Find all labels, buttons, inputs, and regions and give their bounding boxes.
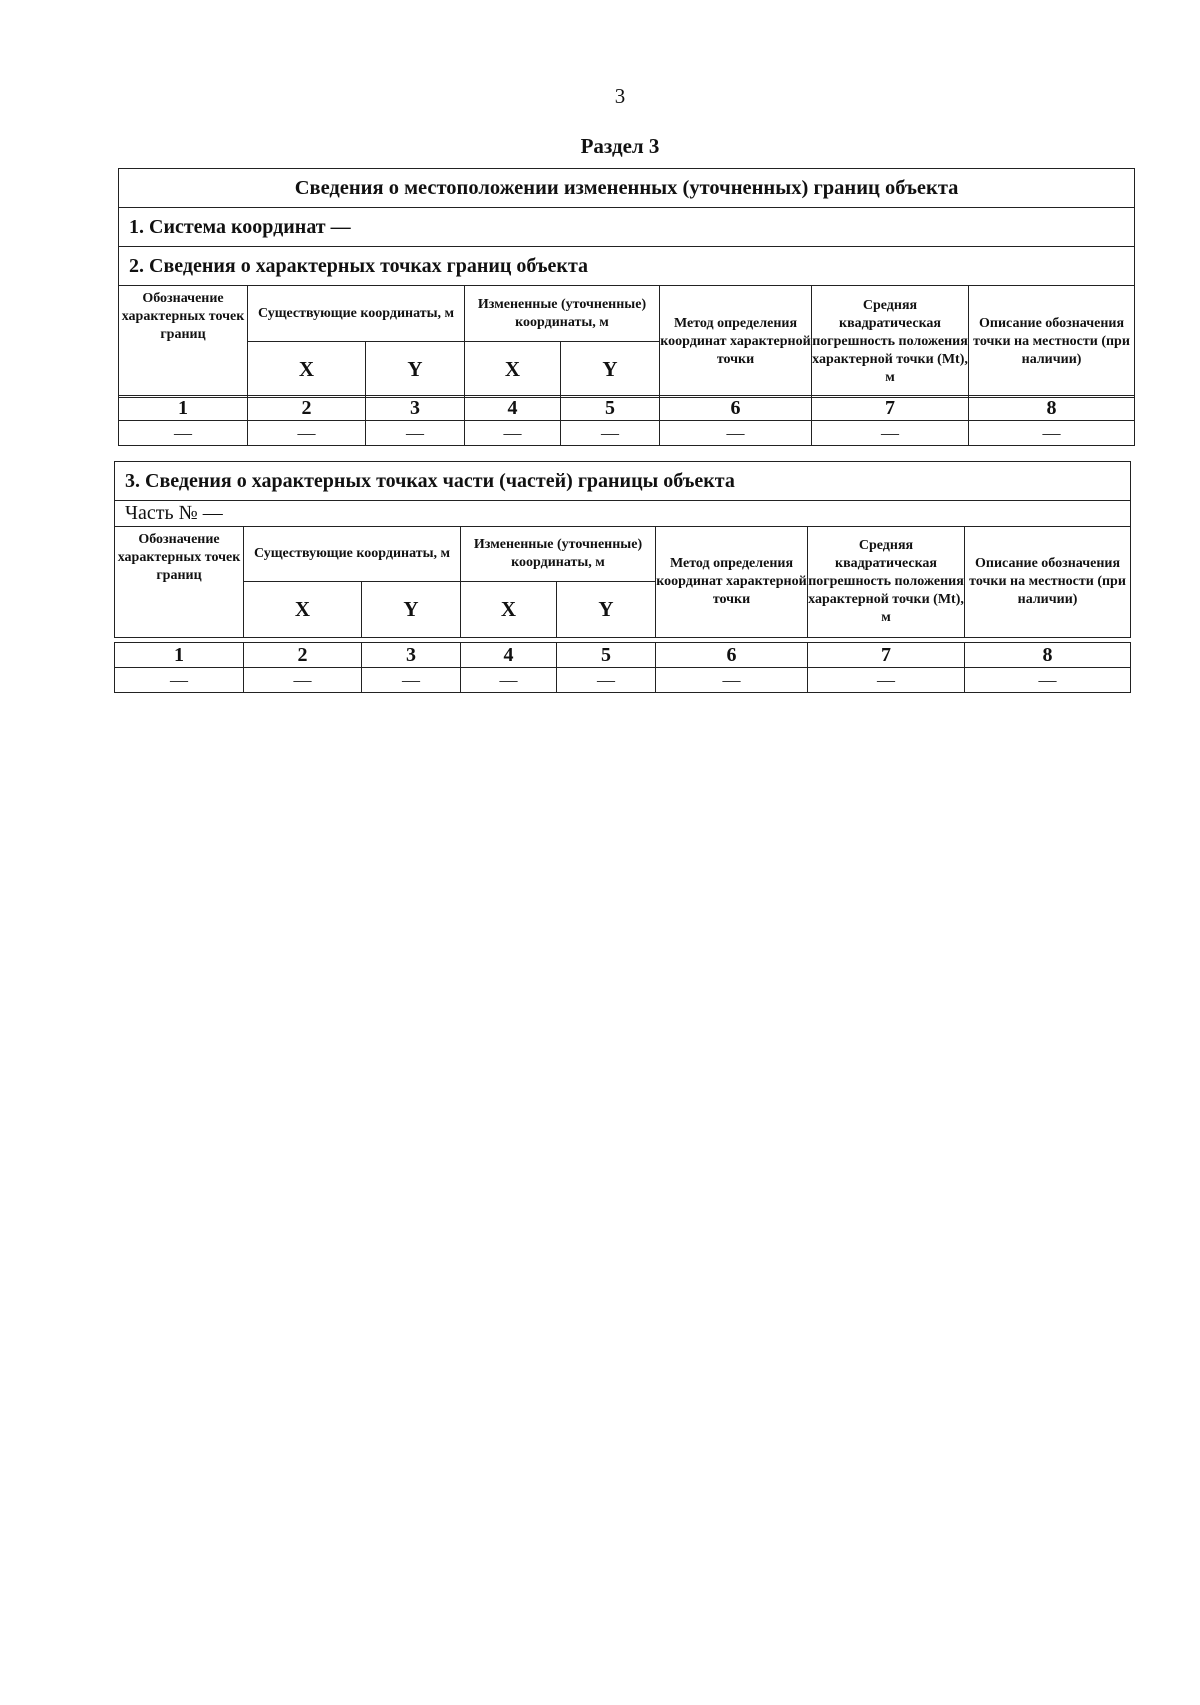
boundary-points-values <box>118 395 1135 446</box>
table-cell: — <box>366 421 465 446</box>
table-cell: — <box>244 668 362 693</box>
column-number: 1 <box>119 396 248 421</box>
part-points-heading: 3. Сведения о характерных точках части (частей) границы объекта <box>115 462 1131 501</box>
col-description: Описание обозначения точки на местности (при наличии) <box>965 527 1131 638</box>
table-cell: — <box>969 421 1135 446</box>
column-number: 1 <box>115 643 244 668</box>
boundary-points-table <box>118 168 1135 398</box>
column-number: 5 <box>557 643 656 668</box>
col-changed: Измененные (уточненные) координаты, м <box>461 527 656 582</box>
col-changed-x: X <box>465 342 561 398</box>
column-number: 6 <box>660 396 812 421</box>
table-cell: — <box>248 421 366 446</box>
col-designation: Обозначение характерных точек границ <box>115 527 244 638</box>
coordinate-system: 1. Система координат — <box>119 208 1135 247</box>
col-existing: Существующие координаты, м <box>244 527 461 582</box>
table-cell: — <box>119 421 248 446</box>
column-number: 7 <box>812 396 969 421</box>
column-number: 4 <box>465 396 561 421</box>
column-number: 4 <box>461 643 557 668</box>
column-number: 8 <box>969 396 1135 421</box>
col-existing: Существующие координаты, м <box>248 286 465 342</box>
column-number: 3 <box>362 643 461 668</box>
table-cell: — <box>965 668 1131 693</box>
column-number: 7 <box>808 643 965 668</box>
col-changed: Измененные (уточненные) координаты, м <box>465 286 660 342</box>
table-cell: — <box>812 421 969 446</box>
column-number: 2 <box>244 643 362 668</box>
page-number: 3 <box>614 84 626 108</box>
column-number: 8 <box>965 643 1131 668</box>
col-changed-x: X <box>461 582 557 638</box>
column-number: 3 <box>366 396 465 421</box>
table-cell: — <box>557 668 656 693</box>
table-cell: — <box>461 668 557 693</box>
col-changed-y: Y <box>561 342 660 398</box>
col-existing-x: X <box>244 582 362 638</box>
col-designation: Обозначение характерных точек границ <box>119 286 248 398</box>
col-error: Средняя квадратическая погрешность положения характерной точки (Mt), м <box>808 527 965 638</box>
col-error: Средняя квадратическая погрешность положения характерной точки (Mt), м <box>812 286 969 398</box>
part-points-values <box>114 642 1131 693</box>
col-existing-y: Y <box>362 582 461 638</box>
col-existing-x: X <box>248 342 366 398</box>
column-number: 6 <box>656 643 808 668</box>
table-cell: — <box>561 421 660 446</box>
col-method: Метод определения координат характерной точки <box>660 286 812 398</box>
part-label: Часть № — <box>115 501 1131 527</box>
table-cell: — <box>808 668 965 693</box>
col-changed-y: Y <box>557 582 656 638</box>
col-method: Метод определения координат характерной точки <box>656 527 808 638</box>
column-number: 2 <box>248 396 366 421</box>
table-cell: — <box>115 668 244 693</box>
part-points-table <box>114 461 1131 638</box>
col-existing-y: Y <box>366 342 465 398</box>
col-description: Описание обозначения точки на местности (при наличии) <box>969 286 1135 398</box>
column-number: 5 <box>561 396 660 421</box>
table-cell: — <box>362 668 461 693</box>
table-title: Сведения о местоположении измененных (уточненных) границ объекта <box>119 169 1135 208</box>
points-heading: 2. Сведения о характерных точках границ объекта <box>119 247 1135 286</box>
table-cell: — <box>465 421 561 446</box>
table-cell: — <box>656 668 808 693</box>
table-cell: — <box>660 421 812 446</box>
section-title: Раздел 3 <box>580 134 660 158</box>
